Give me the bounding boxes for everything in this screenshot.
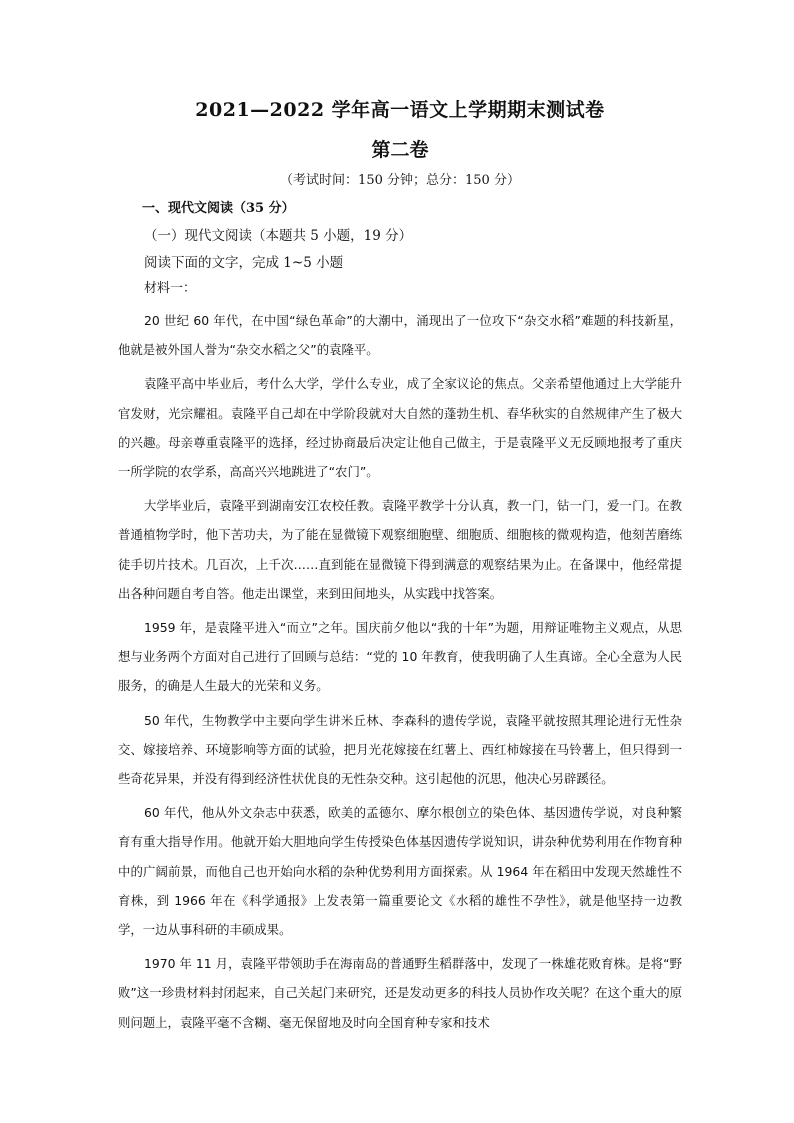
exam-title: 2021—2022 学年高一语文上学期期末测试卷 — [195, 99, 605, 121]
section-heading: 一、现代文阅读（35 分） — [142, 201, 295, 216]
exam-time-score-info: （考试时间：150 分钟；总分：150 分） — [280, 173, 520, 188]
body-paragraph: 60 年代，他从外文杂志中获悉，欧美的孟德尔、摩尔根创立的染色体、基因遗传学说，对良种繁育有重大指导作用。他就开始大胆地向学生传授染色体基因遗传学说知识，讲杂种优势利用在作物育种中的广阔前景，而他自己也开始向水稻的杂种优势利用方面探索。从 1964 年在稻田中发现天然雄性不育株，到 1966 年在《科学通报》上发表第一篇重要论文《水稻的雄性不孕性》，就是他坚持一边教学，一边从事科研的丰硕成果。 — [118, 805, 682, 938]
body-paragraph: 1970 年 11 月，袁隆平带领助手在海南岛的普通野生稻群落中，发现了一株雄花败育株。是将“野败”这一珍贵材料封闭起来，自己关起门来研究，还是发动更多的科技人员协作攻关呢？在这个重大的原则问题上，袁隆平毫不含糊、毫无保留地及时向全国育种专家和技术 — [118, 956, 682, 1030]
exam-subtitle: 第二卷 — [371, 139, 429, 161]
body-paragraph: 袁隆平高中毕业后，考什么大学，学什么专业，成了全家议论的焦点。父亲希望他通过上大学能升官发财，光宗耀祖。袁隆平自己却在中学阶段就对大自然的蓬勃生机、春华秋实的自然规律产生了极大的兴趣。母亲尊重袁隆平的选择，经过协商最后决定让他自己做主，于是袁隆平义无反顾地报考了重庆一所学院的农学系，高高兴兴地跳进了“农门”。 — [118, 376, 682, 480]
body-paragraph: 50 年代，生物教学中主要向学生讲米丘林、李森科的遗传学说，袁隆平就按照其理论进行无性杂交、嫁接培养、环境影响等方面的试验，把月光花嫁接在红薯上、西红柿嫁接在马铃薯上，但只得到一些奇花异果，并没有得到经济性状优良的无性杂交种。这引起他的沉思，他决心另辟蹊径。 — [118, 712, 682, 787]
reading-instruction: 阅读下面的文字，完成 1~5 小题 — [144, 255, 344, 271]
body-paragraph: 大学毕业后，袁隆平到湖南安江农校任教。袁隆平教学十分认真，教一门，钻一门，爱一门。在教普通植物学时，他下苦功夫，为了能在显微镜下观察细胞壁、细胞质、细胞核的微观构造，他刻苦磨练徒手切片技术。几百次，上千次……直到能在显微镜下得到满意的观察结果为止。在备课中，他经常提出各种问题自考自答。他走出课堂，来到田间地头，从实践中找答案。 — [118, 498, 682, 601]
sub-section-heading: （一）现代文阅读（本题共 5 小题，19 分） — [144, 228, 413, 244]
body-paragraph: 1959 年，是袁隆平进入“而立”之年。国庆前夕他以“我的十年”为题，用辩证唯物主义观点，从思想与业务两个方面对自己进行了回顾与总结：“党的 10 年教育，使我明确了人生真谛。全心全意为人民服务，的确是人生最大的光荣和义务。 — [118, 620, 682, 694]
material-label: 材料一： — [144, 281, 197, 296]
body-paragraph: 20 世纪 60 年代，在中国“绿色革命”的大潮中，涌现出了一位攻下“杂交水稻”难题的科技新星，他就是被外国人誉为“杂交水稻之父”的袁隆平。 — [118, 313, 682, 358]
